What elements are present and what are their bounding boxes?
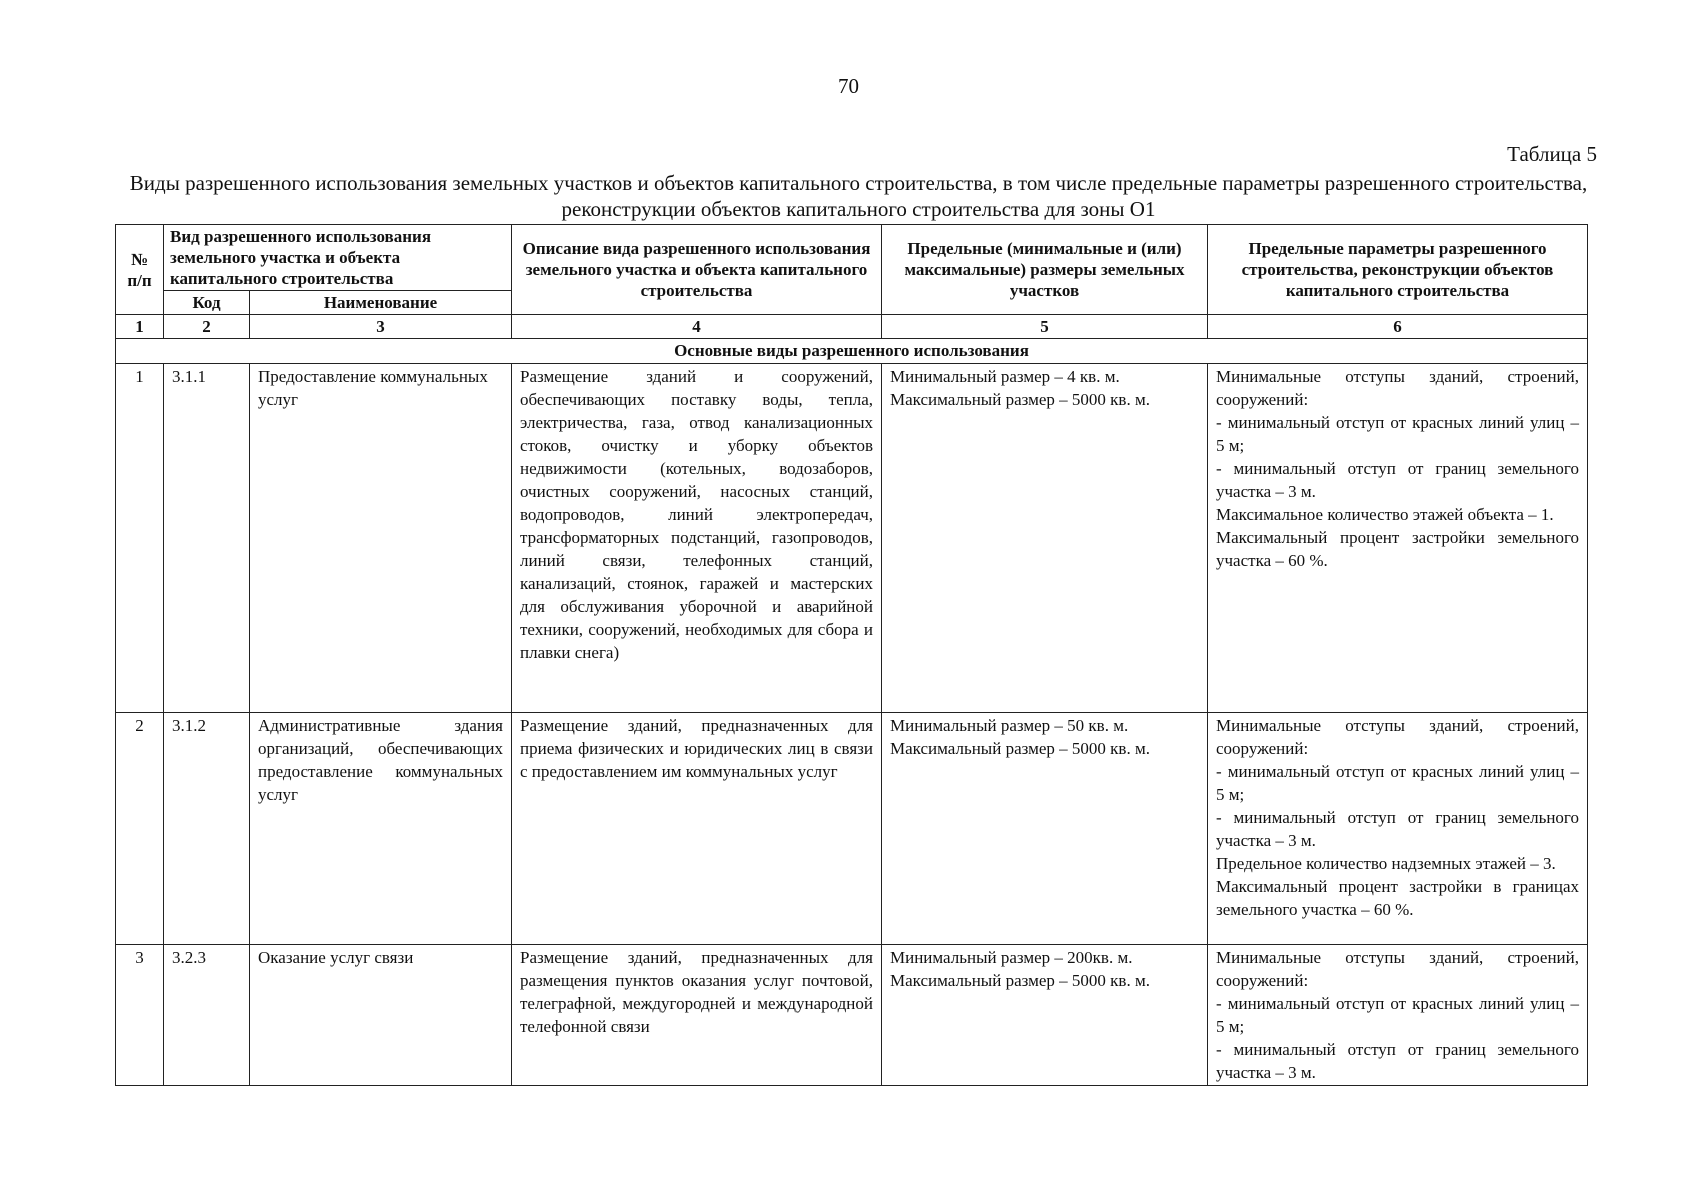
param-line: Максимальный процент застройки земельного участка – 60 %. [1216,528,1579,570]
header-number: 2 [164,315,250,339]
row-code: 3.1.2 [164,713,250,945]
header-number: 4 [512,315,882,339]
header-kind-group: Вид разрешенного использования земельного участка и объекта капитального строительства [164,225,512,291]
size-line: Максимальный размер – 5000 кв. м. [890,739,1150,758]
size-line: Минимальный размер – 4 кв. м. [890,367,1120,386]
header-code: Код [164,291,250,315]
row-name: Оказание услуг связи [250,945,512,1086]
header-sizes: Предельные (минимальные и (или) максимальные) размеры земельных участков [882,225,1208,315]
param-line: - минимальный отступ от красных линий улиц – 5 м; [1216,413,1579,455]
table-row [116,945,1588,1086]
param-line: - минимальный отступ от красных линий улиц – 5 м; [1216,994,1579,1036]
section-title: Основные виды разрешенного использования [116,339,1588,364]
size-line: Минимальный размер – 50 кв. м. [890,716,1129,735]
header-number: 1 [116,315,164,339]
row-num: 3 [116,945,164,1086]
size-line: Минимальный размер – 200кв. м. [890,948,1133,967]
header-num: № п/п [116,225,164,315]
param-line: Предельное количество надземных этажей – 3. [1216,854,1556,873]
row-sizes [882,364,1208,713]
table-title: Виды разрешенного использования земельных участков и объектов капитального строительства, в том числе предельные параметры разрешенного строительства, реконструкции объектов капитального строительства для зоны О1 [129,171,1588,221]
header-number: 3 [250,315,512,339]
row-description: Размещение зданий, предназначенных для приема физических и юридических лиц в связи с предоставлением им коммунальных услуг [512,713,882,945]
param-line: - минимальный отступ от границ земельного участка – 3 м. [1216,459,1579,501]
header-number: 6 [1208,315,1588,339]
header-description: Описание вида разрешенного использования земельного участка и объекта капитального строительства [512,225,882,315]
row-num: 1 [116,364,164,713]
param-line: Максимальный процент застройки в границах земельного участка – 60 %. [1216,877,1579,919]
size-line: Максимальный размер – 5000 кв. м. [890,971,1150,990]
table-row [116,364,1588,713]
header-name: Наименование [250,291,512,315]
header-numbers-row [116,315,1588,339]
param-line: Минимальные отступы зданий, строений, сооружений: [1216,367,1579,409]
param-line: - минимальный отступ от границ земельного участка – 3 м. [1216,808,1579,850]
section-row [116,339,1588,364]
row-sizes [882,945,1208,1086]
param-line: - минимальный отступ от красных линий улиц – 5 м; [1216,762,1579,804]
row-code: 3.2.3 [164,945,250,1086]
param-line: Минимальные отступы зданий, строений, сооружений: [1216,948,1579,990]
zoning-table [115,224,1588,1086]
param-line: Максимальное количество этажей объекта – 1. [1216,505,1554,524]
table-label: Таблица 5 [1507,142,1597,166]
table-row [116,713,1588,945]
header-row-top [116,225,1588,291]
param-line: Минимальные отступы зданий, строений, сооружений: [1216,716,1579,758]
param-line: - минимальный отступ от границ земельного участка – 3 м. [1216,1040,1579,1082]
row-code: 3.1.1 [164,364,250,713]
header-params: Предельные параметры разрешенного строительства, реконструкции объектов капитального строительства [1208,225,1588,315]
row-num: 2 [116,713,164,945]
row-description: Размещение зданий, предназначенных для размещения пунктов оказания услуг почтовой, телеграфной, междугородней и международной телефонной связи [512,945,882,1086]
row-params [1208,364,1588,713]
row-name: Предоставление коммунальных услуг [250,364,512,713]
row-params [1208,945,1588,1086]
row-name: Административные здания организаций, обеспечивающих предоставление коммунальных услуг [250,713,512,945]
row-description: Размещение зданий и сооружений, обеспечивающих поставку воды, тепла, электричества, газа, отвод канализационных стоков, очистку и уборку объектов недвижимости (котельных, водозаборов, очистных сооружений, насосных станций, водопроводов, линий электропередач, трансформаторных подстанций, газопроводов, линий связи, телефонных станций, канализаций, стоянок, гаражей и мастерских для обслуживания уборочной и аварийной техники, сооружений, необходимых для сбора и плавки снега) [512,364,882,713]
header-number: 5 [882,315,1208,339]
size-line: Максимальный размер – 5000 кв. м. [890,390,1150,409]
row-params [1208,713,1588,945]
page-number: 70 [838,74,859,98]
row-sizes [882,713,1208,945]
